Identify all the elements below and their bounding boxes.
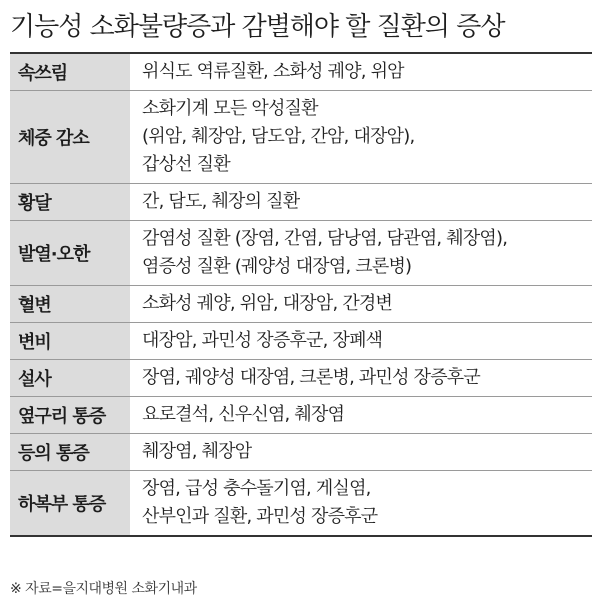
table-row — [10, 433, 592, 470]
symptom-table — [10, 52, 592, 537]
row-value — [130, 360, 592, 396]
row-value — [130, 434, 592, 470]
row-label: 하복부 통증 — [10, 471, 130, 535]
row-label: 설사 — [10, 360, 130, 396]
table-row — [10, 90, 592, 183]
row-value-line: 장염, 궤양성 대장염, 크론병, 과민성 장증후군 — [142, 367, 480, 388]
table-row — [10, 54, 592, 90]
row-value-line: 감염성 질환 (장염, 간염, 담낭염, 담관염, 췌장염), — [142, 228, 508, 249]
row-label: 속쓰림 — [10, 54, 130, 90]
row-value — [130, 323, 592, 359]
row-value — [130, 54, 592, 90]
table-row — [10, 285, 592, 322]
row-value — [130, 91, 592, 183]
row-label: 황달 — [10, 184, 130, 220]
row-value-line: 췌장염, 췌장암 — [142, 441, 252, 462]
table-row — [10, 396, 592, 433]
table-row — [10, 183, 592, 220]
row-value-line: 갑상선 질환 — [142, 154, 230, 175]
row-label: 등의 통증 — [10, 434, 130, 470]
row-label: 변비 — [10, 323, 130, 359]
row-value-line: 간, 담도, 췌장의 질환 — [142, 191, 300, 212]
row-value — [130, 221, 592, 285]
row-value-line: 요로결석, 신우신염, 췌장염 — [142, 404, 345, 425]
table-row — [10, 470, 592, 535]
row-value-line: 소화성 궤양, 위암, 대장암, 간경변 — [142, 293, 393, 314]
row-value-line: 염증성 질환 (궤양성 대장염, 크론병) — [142, 256, 412, 277]
row-label: 옆구리 통증 — [10, 397, 130, 433]
row-value-line: 대장암, 과민성 장증후군, 장폐색 — [142, 330, 383, 351]
row-value — [130, 286, 592, 322]
table-row — [10, 220, 592, 285]
table-row — [10, 322, 592, 359]
row-value-line: (위암, 췌장암, 담도암, 간암, 대장암), — [142, 126, 415, 147]
row-label: 혈변 — [10, 286, 130, 322]
row-label: 발열·오한 — [10, 221, 130, 285]
row-value-line: 위식도 역류질환, 소화성 궤양, 위암 — [142, 61, 404, 82]
source-footnote: ※ 자료=을지대병원 소화기내과 — [10, 581, 197, 597]
row-value — [130, 471, 592, 535]
row-value — [130, 184, 592, 220]
table-title: 기능성 소화불량증과 감별해야 할 질환의 증상 — [10, 12, 505, 42]
table-row — [10, 359, 592, 396]
row-value-line: 소화기계 모든 악성질환 — [142, 98, 318, 119]
row-value-line: 장염, 급성 충수돌기염, 게실염, — [142, 478, 371, 499]
row-label: 체중 감소 — [10, 91, 130, 183]
row-value-line: 산부인과 질환, 과민성 장증후군 — [142, 506, 378, 527]
row-value — [130, 397, 592, 433]
